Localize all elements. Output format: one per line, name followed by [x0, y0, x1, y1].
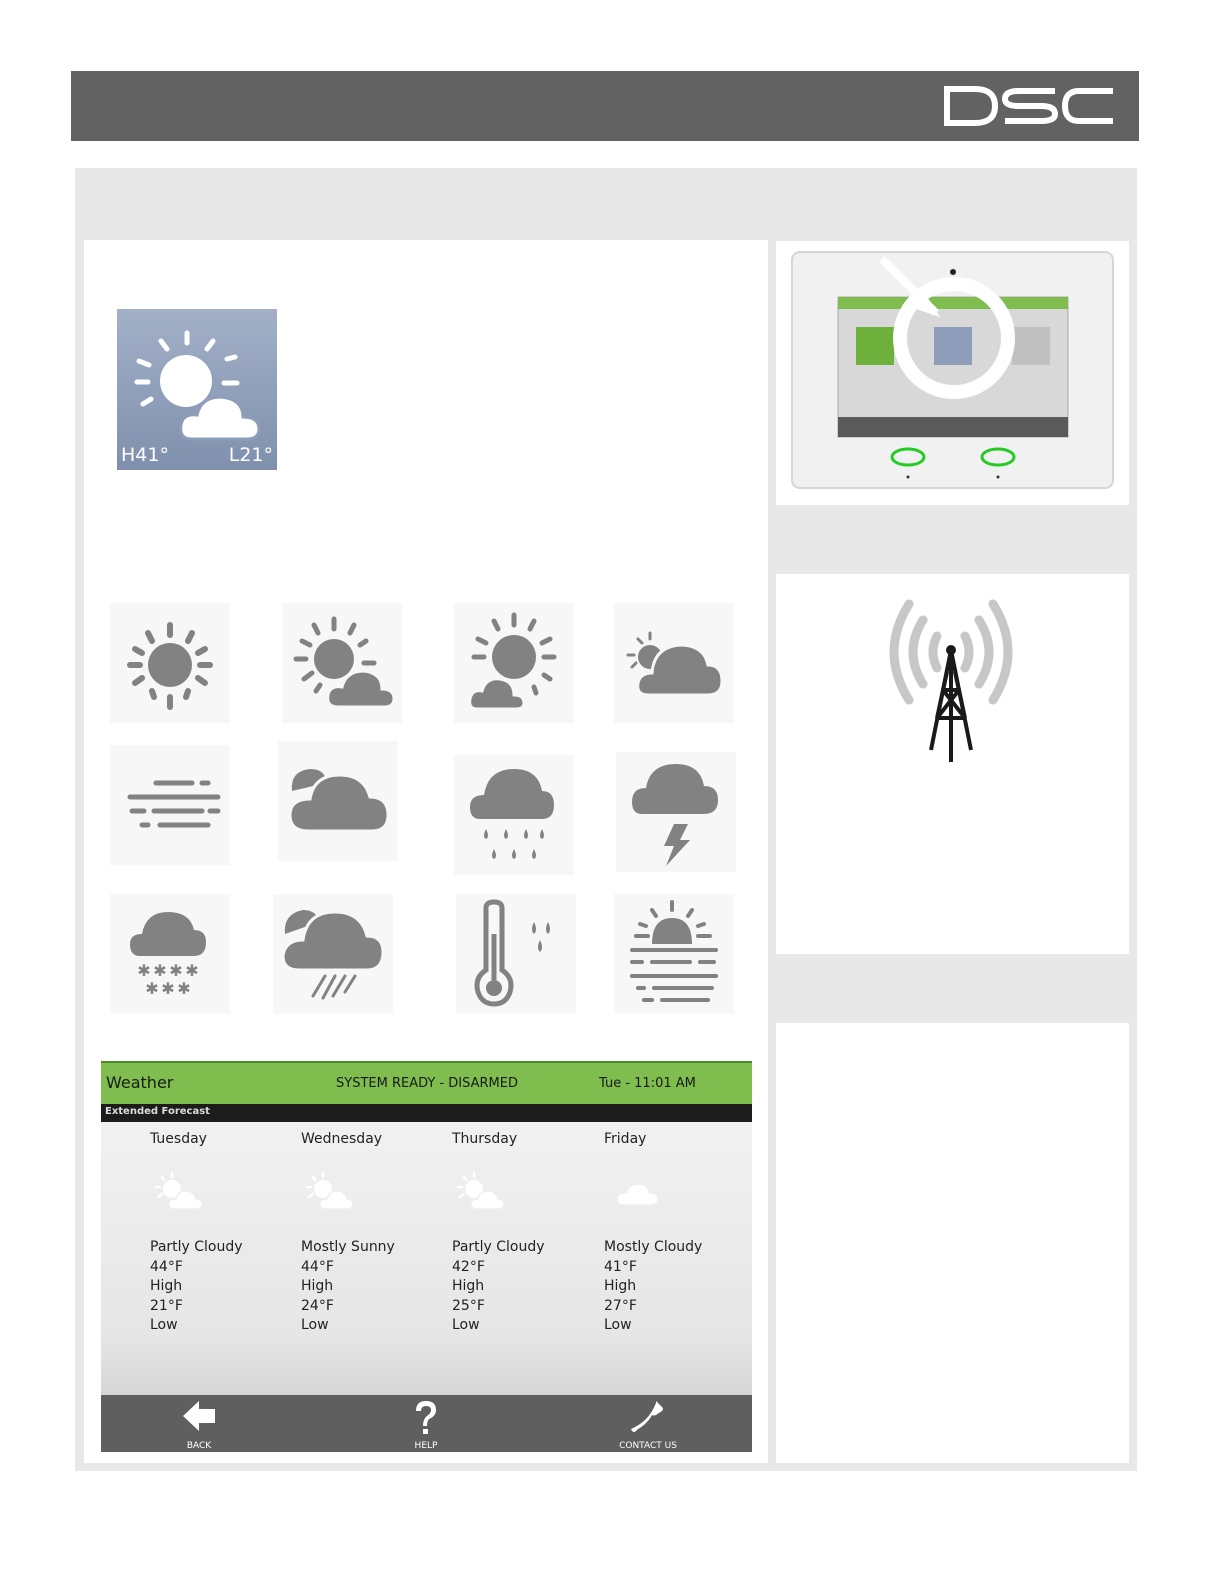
snow-icon — [110, 894, 230, 1014]
partly-cloudy-icon — [282, 603, 402, 723]
forecast-condition: Mostly Cloudy — [604, 1239, 703, 1255]
forecast-low: 25°F — [452, 1297, 485, 1314]
thunderstorm-icon — [616, 752, 736, 872]
status-bar — [101, 1061, 752, 1106]
fog-icon — [110, 745, 230, 865]
forecast-high-label: High — [452, 1278, 485, 1295]
info-box — [776, 1023, 1129, 1463]
partly-cloudy-icon — [454, 1169, 506, 1213]
forecast-high: 44°F — [150, 1258, 183, 1275]
mostly-sunny-icon — [303, 1169, 355, 1213]
forecast-low: 24°F — [301, 1297, 334, 1314]
hazy-sun-icon — [614, 894, 734, 1014]
tile-high-temp: H41° — [121, 444, 169, 466]
svg-text:✱: ✱ — [161, 979, 175, 998]
system-status: SYSTEM READY - DISARMED — [336, 1076, 518, 1091]
mostly-cloudy-icon — [614, 603, 734, 723]
app-title: Weather — [106, 1073, 174, 1092]
contact-us-label: CONTACT US — [619, 1441, 677, 1451]
day-name: Friday — [604, 1131, 647, 1147]
forecast-high: 42°F — [452, 1258, 485, 1275]
status-time: Tue - 11:01 AM — [599, 1076, 696, 1091]
contact-us-button[interactable] — [603, 1395, 693, 1452]
bottom-nav-bar — [101, 1395, 752, 1452]
day-name: Thursday — [452, 1131, 518, 1147]
mostly-sunny-icon — [454, 603, 574, 723]
cloudy-icon — [278, 741, 398, 861]
touchscreen-panel-icon — [776, 241, 1129, 505]
svg-text:✱: ✱ — [153, 961, 167, 980]
svg-text:✱: ✱ — [177, 979, 191, 998]
help-label: HELP — [414, 1441, 438, 1451]
temperature-humidity-icon — [456, 894, 576, 1014]
svg-text:✱: ✱ — [137, 961, 151, 980]
day-name: Tuesday — [150, 1131, 207, 1147]
rain-icon — [454, 755, 574, 875]
help-button[interactable] — [381, 1395, 471, 1452]
sunny-icon — [110, 603, 230, 723]
forecast-high: 44°F — [301, 1258, 334, 1275]
forecast-high-label: High — [604, 1278, 637, 1295]
forecast-low: 27°F — [604, 1297, 637, 1314]
panel-photo-box — [776, 241, 1129, 505]
back-arrow-icon — [181, 1399, 217, 1433]
svg-text:✱: ✱ — [169, 961, 183, 980]
forecast-condition: Partly Cloudy — [452, 1239, 545, 1255]
svg-text:✱: ✱ — [145, 979, 159, 998]
cellular-box — [776, 574, 1129, 954]
forecast-condition: Partly Cloudy — [150, 1239, 243, 1255]
forecast-low-label: Low — [604, 1317, 632, 1334]
back-button[interactable] — [154, 1395, 244, 1452]
forecast-low-label: Low — [452, 1317, 480, 1334]
forecast-low-label: Low — [301, 1317, 329, 1334]
weather-tile[interactable] — [117, 309, 277, 470]
phone-icon — [630, 1399, 666, 1435]
forecast-condition: Mostly Sunny — [301, 1239, 395, 1255]
forecast-high-label: High — [301, 1278, 334, 1295]
help-icon — [408, 1399, 444, 1437]
forecast-high: 41°F — [604, 1258, 637, 1275]
subheader-title: Extended Forecast — [105, 1106, 210, 1117]
dsc-logo — [943, 85, 1117, 127]
cell-tower-icon — [871, 592, 1031, 772]
subheader-bar — [101, 1104, 752, 1122]
mostly-cloudy-icon — [606, 1169, 658, 1213]
forecast-low-label: Low — [150, 1317, 178, 1334]
tile-low-temp: L21° — [228, 444, 273, 466]
forecast-screen — [101, 1061, 752, 1452]
partly-cloudy-icon — [152, 1169, 204, 1213]
forecast-high-label: High — [150, 1278, 183, 1295]
forecast-low: 21°F — [150, 1297, 183, 1314]
header-bar — [71, 71, 1139, 141]
back-label: BACK — [186, 1441, 212, 1451]
svg-text:✱: ✱ — [185, 961, 199, 980]
day-name: Wednesday — [301, 1131, 383, 1147]
storm-icon — [273, 894, 393, 1014]
